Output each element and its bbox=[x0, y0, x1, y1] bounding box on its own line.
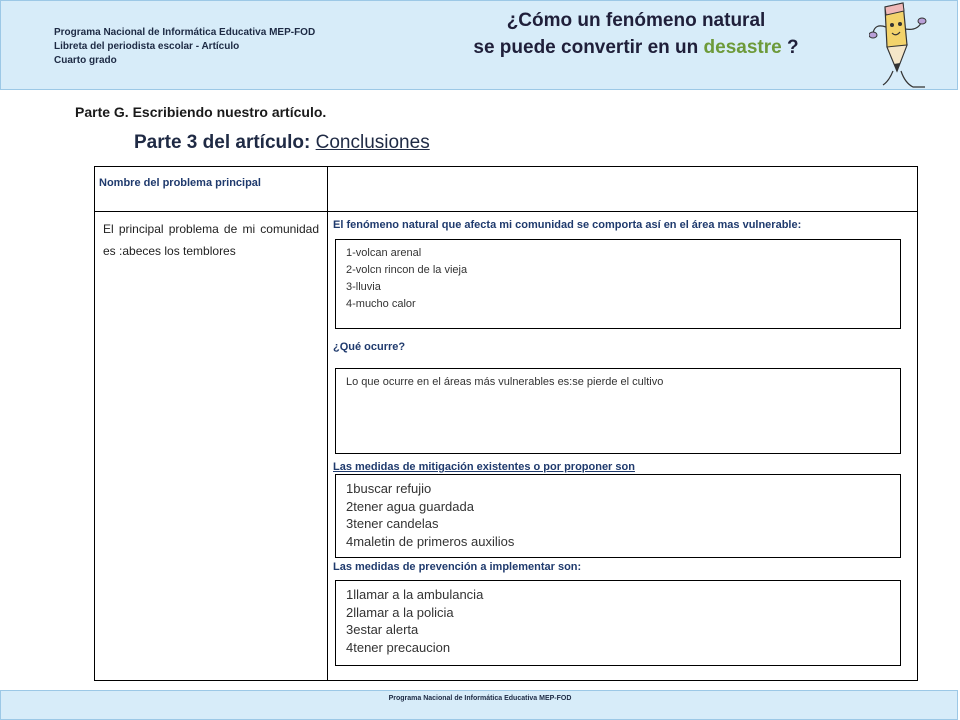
answer-mitigation-text bbox=[336, 475, 900, 550]
answer-line: 2tener agua guardada bbox=[346, 498, 474, 514]
question-what-happens: ¿Qué ocurre? bbox=[333, 341, 406, 353]
grade-line: Cuarto grado bbox=[54, 55, 117, 66]
question-behavior: El fenómeno natural que afecta mi comunidad se comporta así en el área mas vulnerable: bbox=[333, 219, 802, 231]
header-banner bbox=[0, 0, 958, 90]
answer-mitigation-box[interactable] bbox=[335, 474, 901, 558]
program-line: Programa Nacional de Informática Educativa MEP-FOD bbox=[54, 27, 316, 38]
column-divider bbox=[327, 167, 328, 680]
title-line-1: ¿Cómo un fenómeno natural bbox=[506, 10, 766, 31]
answer-line: 3tener candelas bbox=[346, 516, 439, 531]
answer-behavior-text bbox=[336, 240, 900, 313]
answer-line: 3estar alerta bbox=[346, 622, 419, 637]
conclusions-table bbox=[94, 166, 918, 681]
problem-text: El principal problema de mi comunidad es :abeces los temblores bbox=[103, 222, 319, 258]
notebook-line: Libreta del periodista escolar - Artículo bbox=[54, 41, 240, 52]
problem-header: Nombre del problema principal bbox=[99, 177, 261, 189]
answer-behavior-box[interactable] bbox=[335, 239, 901, 329]
footer-text: Programa Nacional de Informática Educativa MEP-FOD bbox=[388, 695, 572, 702]
row-divider bbox=[95, 211, 917, 212]
answer-what-happens-text: Lo que ocurre en el áreas más vulnerables es:se pierde el cultivo bbox=[346, 376, 664, 388]
answer-line: 4maletin de primeros auxilios bbox=[346, 533, 515, 549]
title-line-2 bbox=[401, 34, 871, 61]
footer-banner bbox=[0, 690, 958, 720]
title-accent-word: desastre bbox=[703, 37, 782, 58]
answer-line: 1-volcan arenal bbox=[346, 247, 422, 259]
part-3-heading bbox=[134, 132, 430, 154]
part-g-heading: Parte G. Escribiendo nuestro artículo. bbox=[75, 104, 327, 120]
part-3-label: Parte 3 del artículo: bbox=[134, 132, 311, 153]
answer-line: 2-volcn rincon de la vieja bbox=[346, 264, 468, 276]
answer-prevention-box[interactable] bbox=[335, 580, 901, 666]
document-title bbox=[401, 7, 871, 61]
answer-line: 4tener precaucion bbox=[346, 639, 451, 655]
question-prevention: Las medidas de prevención a implementar son: bbox=[333, 561, 582, 573]
answer-prevention-text bbox=[336, 581, 900, 656]
answer-line: 1llamar a la ambulancia bbox=[346, 587, 484, 602]
answer-line: 2llamar a la policia bbox=[346, 604, 454, 620]
question-mitigation: Las medidas de mitigación existentes o por proponer son bbox=[333, 461, 635, 473]
answer-line: 3-lluvia bbox=[346, 281, 381, 293]
answer-line: 1buscar refujio bbox=[346, 481, 432, 496]
program-info bbox=[54, 26, 315, 68]
part-3-topic: Conclusiones bbox=[315, 132, 430, 153]
pencil-mascot-icon bbox=[869, 1, 929, 93]
answer-what-happens-box[interactable] bbox=[335, 368, 901, 454]
title-line-2-post: ? bbox=[781, 37, 799, 58]
title-line-2-pre: se puede convertir en un bbox=[473, 37, 704, 58]
answer-line: 4-mucho calor bbox=[346, 298, 416, 310]
